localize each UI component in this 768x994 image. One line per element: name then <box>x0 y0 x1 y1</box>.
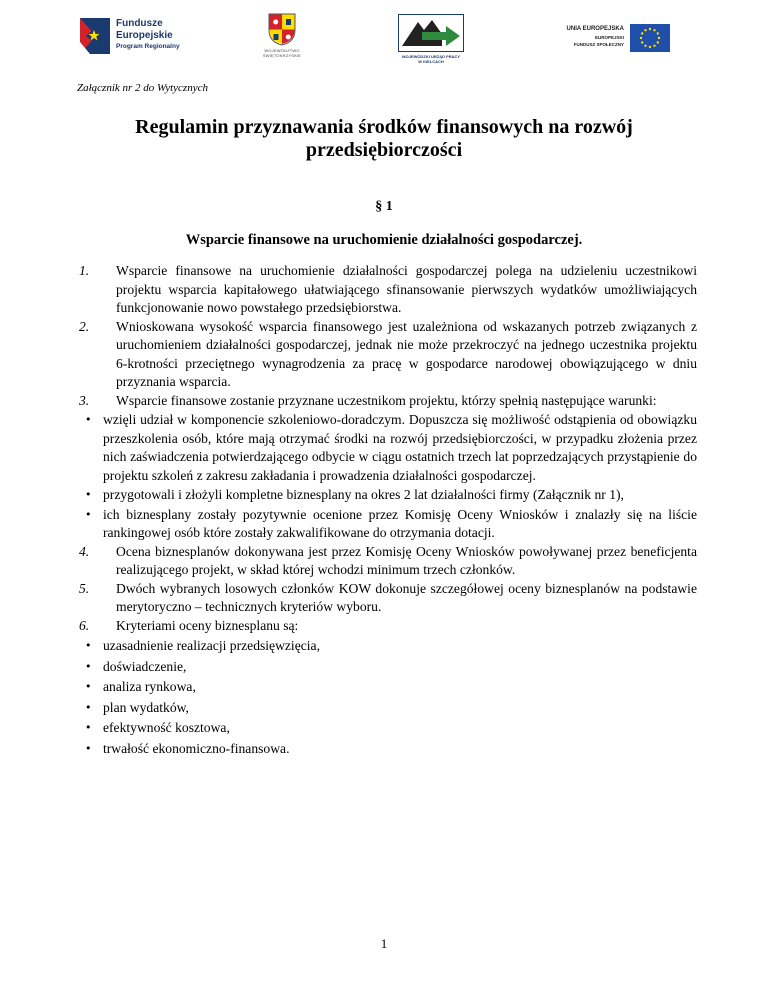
eu-line1: UNIA EUROPEJSKA <box>566 26 624 32</box>
section-mark: § 1 <box>375 199 393 214</box>
list-item <box>79 543 697 580</box>
item-text: Dwóch wybranych losowych członków KOW dokonuje szczegółowej oceny biznesplanów na podstawie merytoryczno – technicznych kryteriów wyboru. <box>116 580 697 614</box>
title-line1: Regulamin przyznawania środków finansowych na rozwój <box>135 116 633 138</box>
item-number: 6. <box>79 617 90 633</box>
list-item <box>79 617 697 636</box>
eu-social-fund-logo <box>556 24 670 56</box>
page-title <box>0 116 768 162</box>
item-text: Ocena biznesplanów dokonywana jest przez Komisję Oceny Wniosków powoływanej przez beneficjenta realizującego projekt, w skład której wchodzi minimum trzech członków. <box>116 543 697 577</box>
item-text: Wnioskowana wysokość wsparcia finansowego jest uzależniona od wskazanych potrzeb związanych z uruchomieniem działalności gospodarczej, jednak nie może przekroczyć na jednego uczestnika projektu 6-krotności przeciętnego wynagrodzenia za pracę w gospodarce narodowej obowiązującego w dniu przyznania wsparcia. <box>116 318 697 389</box>
item-number: 1. <box>79 263 90 278</box>
annex-label: Załącznik nr 2 do Wytycznych <box>77 82 208 94</box>
item-text: Wsparcie finansowe zostanie przyznane uczestnikom projektu, którzy spełnią następujące warunki: <box>116 392 657 408</box>
item-text: Kryteriami oceny biznesplanu są: <box>116 617 299 633</box>
bullet-item: • efektywność kosztowa, <box>81 719 697 738</box>
list-item <box>79 392 697 411</box>
list-item <box>79 262 697 318</box>
labour-office-logo <box>398 14 464 66</box>
title-line2: przedsiębiorczości <box>305 139 463 161</box>
european-funds-emblem-icon <box>78 16 112 56</box>
funds-line3: Program Regionalny <box>116 43 180 50</box>
bullet-item: • wzięli udział w komponencie szkoleniowo-doradczym. Dopuszcza się możliwość odstąpienia od obowiązku przeszkolenia osób, które mają otrzymać środki na rozwój przedsiębiorczości, w przypadku złożenia przez nich zaświadczenia potwierdzającego odbycie w ciągu ostatnich trzech lat poprzedzających przystąpienie do projektu szkoleń z zakresu zakładania i prowadzenia działalności gospodarczej. <box>81 411 697 485</box>
funds-line2: Europejskie <box>116 30 173 41</box>
labour-office-caption <box>394 54 468 64</box>
item-number: 4. <box>79 543 90 559</box>
eu-flag-icon <box>630 24 670 52</box>
coat-of-arms-icon <box>267 12 297 46</box>
voivodeship-logo <box>256 12 308 64</box>
labour-office-line1: WOJEWÓDZKI URZĄD PRACY <box>401 54 461 59</box>
bullet-item: • analiza rynkowa, <box>81 678 697 697</box>
item-number: 5. <box>79 580 90 596</box>
bullet-item: • ich biznesplany zostały pozytywnie ocenione przez Komisję Oceny Wniosków i znalazły się na liście rankingowej osób które zostały zakwalifikowane do otrzymania dotacji. <box>81 506 697 543</box>
labour-office-line2: W KIELCACH <box>418 59 444 64</box>
bullet-item: • doświadczenie, <box>81 658 697 677</box>
bullet-item: • plan wydatków, <box>81 699 697 718</box>
labour-office-arrow-icon <box>398 14 464 52</box>
voivodeship-caption: WOJEWÓDZTWO ŚWIĘTOKRZYSKIE <box>262 48 302 58</box>
european-funds-logo <box>78 14 198 60</box>
eu-line3: FUNDUSZ SPOŁECZNY <box>573 42 624 47</box>
item-number: 3. <box>79 392 90 408</box>
regulation-list <box>79 262 697 758</box>
page-number: 1 <box>380 936 388 951</box>
funds-line1: Fundusze <box>116 18 163 29</box>
item-text: Wsparcie finansowe na uruchomienie działalności gospodarczej polega na udzieleniu uczestnikowi projektu wsparcia kapitałowego ułatwiającego sfinansowanie pierwszych wydatków umożliwiających funkcjonowanie nowo powstałego przedsiębiorstwa. <box>116 263 697 315</box>
bullet-item: • uzasadnienie realizacji przedsięwzięcia, <box>81 637 697 656</box>
list-item <box>79 318 697 392</box>
section-heading: Wsparcie finansowe na uruchomienie działalności gospodarczej. <box>185 232 583 248</box>
bullet-item: • przygotowali i złożyli kompletne biznesplany na okres 2 lat działalności firmy (Załącznik nr 1), <box>81 486 697 505</box>
item-number: 2. <box>79 318 90 334</box>
header-logos <box>0 0 768 72</box>
bullet-item: • trwałość ekonomiczno-finansowa. <box>81 740 697 759</box>
eu-line2: EUROPEJSKI <box>594 35 624 40</box>
list-item <box>79 580 697 617</box>
